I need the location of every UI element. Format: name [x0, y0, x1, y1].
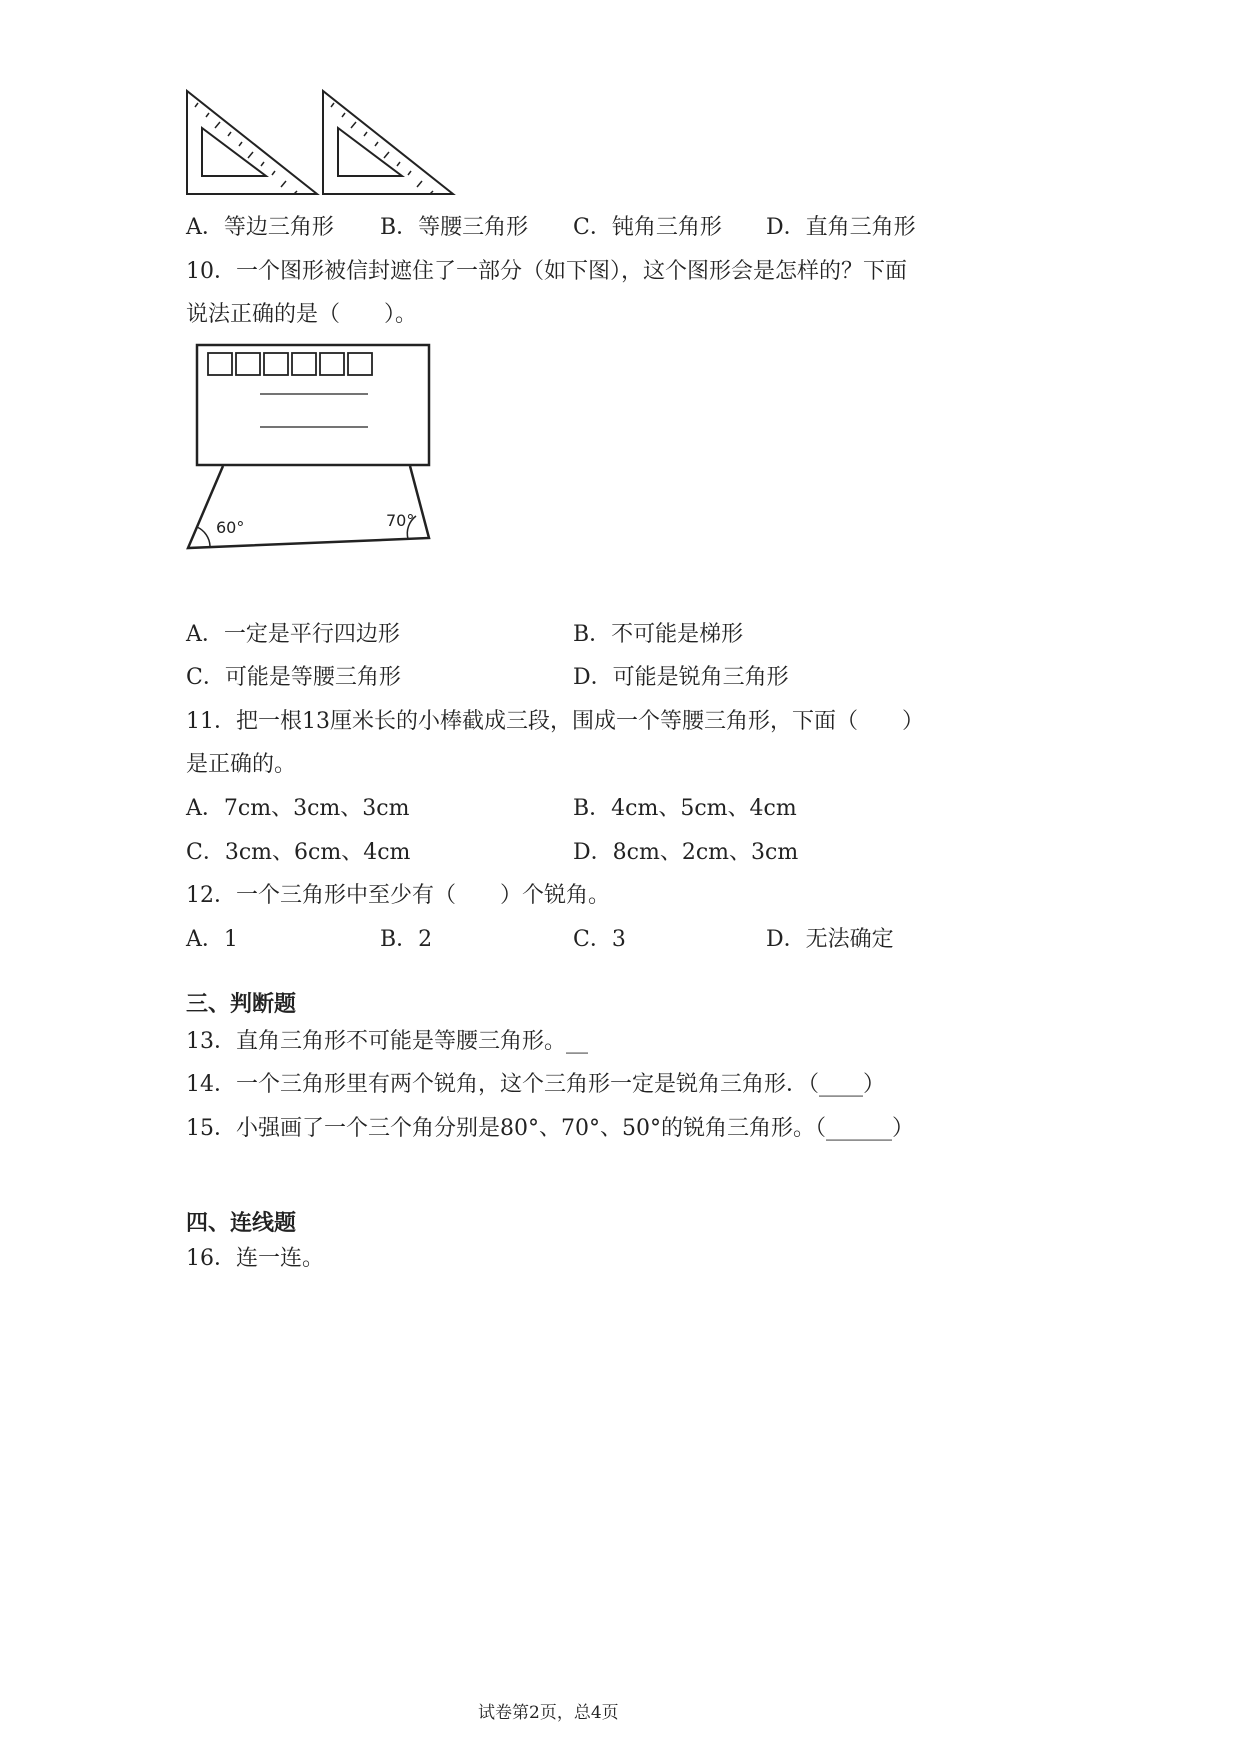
q11-option-d[interactable]: D．8cm、2cm、3cm [573, 840, 799, 865]
q9-option-b[interactable]: B．等腰三角形 [380, 215, 529, 240]
page-footer: 试卷第2页，总4页 [478, 1703, 619, 1723]
q10-option-a[interactable]: A．一定是平行四边形 [186, 622, 400, 647]
set-square-figure-2 [322, 90, 457, 196]
q10-stem-line1: 10．一个图形被信封遮住了一部分（如下图），这个图形会是怎样的？下面 [186, 259, 907, 284]
q11-stem-line2: 是正确的。 [186, 752, 297, 777]
q12-stem: 12．一个三角形中至少有（ ）个锐角。 [186, 883, 610, 908]
q9-option-a[interactable]: A．等边三角形 [186, 215, 334, 240]
q16-stem: 16．连一连。 [186, 1246, 324, 1271]
q12-option-b[interactable]: B．2 [380, 927, 433, 952]
envelope-trapezoid-figure [186, 340, 436, 555]
q9-option-c[interactable]: C．钝角三角形 [573, 215, 722, 240]
q12-option-d[interactable]: D．无法确定 [766, 927, 894, 952]
q11-option-c[interactable]: C．3cm、6cm、4cm [186, 840, 411, 865]
q11-option-a[interactable]: A．7cm、3cm、3cm [186, 796, 410, 821]
q14-statement: 14．一个三角形里有两个锐角，这个三角形一定是锐角三角形．（____） [186, 1072, 885, 1097]
q10-stem-line2: 说法正确的是（ ）。 [186, 302, 418, 327]
q9-option-d[interactable]: D．直角三角形 [766, 215, 916, 240]
q10-option-c[interactable]: C．可能是等腰三角形 [186, 665, 401, 690]
q10-option-d[interactable]: D．可能是锐角三角形 [573, 665, 789, 690]
q13-statement: 13．直角三角形不可能是等腰三角形。__ [186, 1029, 588, 1054]
angle-label-70: 70° [386, 511, 415, 530]
set-square-figure-1 [186, 90, 321, 196]
angle-label-60: 60° [216, 518, 245, 537]
q11-option-b[interactable]: B．4cm、5cm、4cm [573, 796, 797, 821]
section4-title: 四、连线题 [186, 1211, 297, 1236]
q11-stem-line1: 11．把一根13厘米长的小棒截成三段，围成一个等腰三角形，下面（ ） [186, 709, 924, 734]
q12-option-a[interactable]: A．1 [186, 927, 238, 952]
section3-title: 三、判断题 [186, 992, 297, 1017]
q12-option-c[interactable]: C．3 [573, 927, 626, 952]
q10-option-b[interactable]: B．不可能是梯形 [573, 622, 744, 647]
q15-statement: 15．小强画了一个三个角分别是80°、70°、50°的锐角三角形。（______） [186, 1116, 914, 1141]
